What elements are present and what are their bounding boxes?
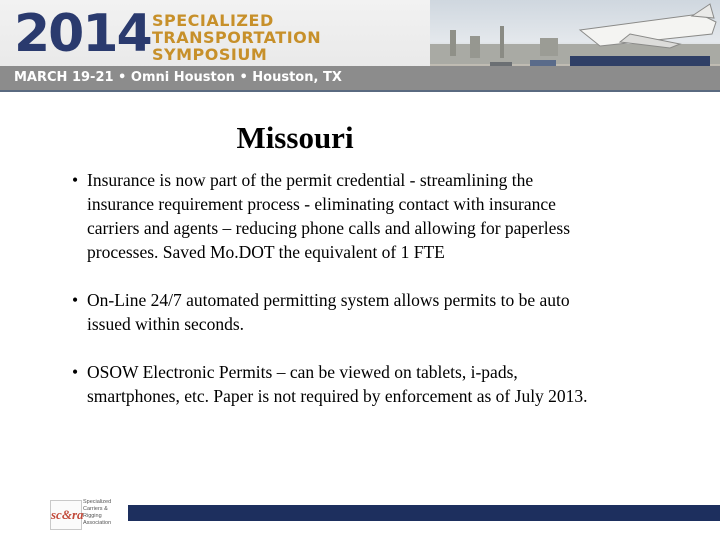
bullet-text: Insurance is now part of the permit credential - streamlining the insurance requirement process - eliminating contact with insurance carriers and agents – reducing phone calls and allowing for paperless processes. Saved Mo.DOT the equivalent of 1 FTE	[87, 170, 571, 262]
bullet-item	[72, 168, 592, 264]
bullet-list	[72, 168, 592, 432]
bullet-icon: •	[72, 362, 79, 382]
event-title-line-2: TRANSPORTATION	[152, 28, 322, 47]
bullet-text: On-Line 24/7 automated permitting system allows permits to be auto issued within seconds.	[87, 290, 570, 334]
banner-rule	[0, 90, 720, 92]
bullet-icon: •	[72, 170, 79, 190]
event-year: 2014	[14, 4, 151, 64]
bullet-item	[72, 288, 592, 336]
event-title-line-1: SPECIALIZED	[152, 11, 274, 30]
footer-bar	[128, 505, 720, 521]
bullet-icon: •	[72, 290, 79, 310]
event-dateline: MARCH 19-21 • Omni Houston • Houston, TX	[14, 70, 342, 85]
logo-mark: sc&ra	[50, 500, 82, 530]
slide-title: Missouri	[236, 120, 354, 155]
bullet-item	[72, 360, 592, 408]
association-logo	[50, 498, 122, 532]
event-title-line-3: SYMPOSIUM	[152, 45, 268, 64]
bullet-text: OSOW Electronic Permits – can be viewed on tablets, i-pads, smartphones, etc. Paper is not required by enforcement as of July 2013.	[87, 362, 588, 406]
event-title	[152, 12, 321, 63]
header-banner	[0, 0, 720, 92]
logo-text: Specialized Carriers & Rigging Association	[83, 499, 112, 526]
